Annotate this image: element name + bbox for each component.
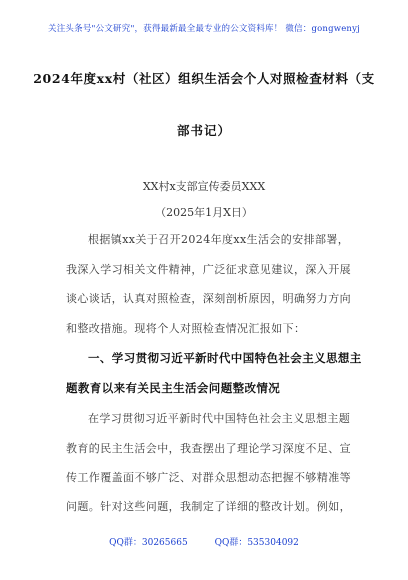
document-title-line-1: 2024年度xx村（社区）组织生活会个人对照检查材料（支 xyxy=(33,71,375,86)
date-line: （2025年1月X日） xyxy=(155,206,253,219)
paragraph-2-line-1: 在学习贯彻习近平新时代中国特色社会主义思想主题 xyxy=(88,412,351,425)
paragraph-1-line-1: 根据镇xx关于召开2024年度xx生活会的安排部署， xyxy=(88,233,350,246)
qq-group-1: QQ群：30265665 xyxy=(109,538,188,548)
footer-qq-groups xyxy=(0,535,408,548)
paragraph-1-line-3: 谈心谈话，认真对照检查，深刻剖析原因，明确努力方向 xyxy=(66,292,351,305)
paragraph-1-line-4: 和整改措施。现将个人对照检查情况汇报如下： xyxy=(66,322,306,335)
section-heading-line-2: 题教育以来有关民主生活会问题整改情况 xyxy=(66,381,281,395)
author-line: XX村x支部宣传委员XXX xyxy=(142,180,266,193)
document-title-line-2: 部书记） xyxy=(176,123,231,138)
header-promo-note: 关注头条号"公文研究"，获得最新最全最专业的公文资料库！ 微信：gongwenyj xyxy=(48,24,360,34)
qq-group-2: QQ群：535304092 xyxy=(214,538,299,548)
section-heading-line-1: 一、学习贯彻习近平新时代中国特色社会主义思想主 xyxy=(88,351,362,365)
paragraph-2-line-2: 教育的民主生活会中，我查摆出了理论学习深度不足、宣 xyxy=(66,442,351,455)
paragraph-2-line-3: 传工作覆盖面不够广泛、对群众思想动态把握不够精准等 xyxy=(66,471,351,484)
paragraph-1-line-2: 我深入学习相关文件精神，广泛征求意见建议，深入开展 xyxy=(66,263,351,276)
paragraph-2-line-4: 问题。针对这些问题，我制定了详细的整改计划。例如， xyxy=(66,500,351,513)
